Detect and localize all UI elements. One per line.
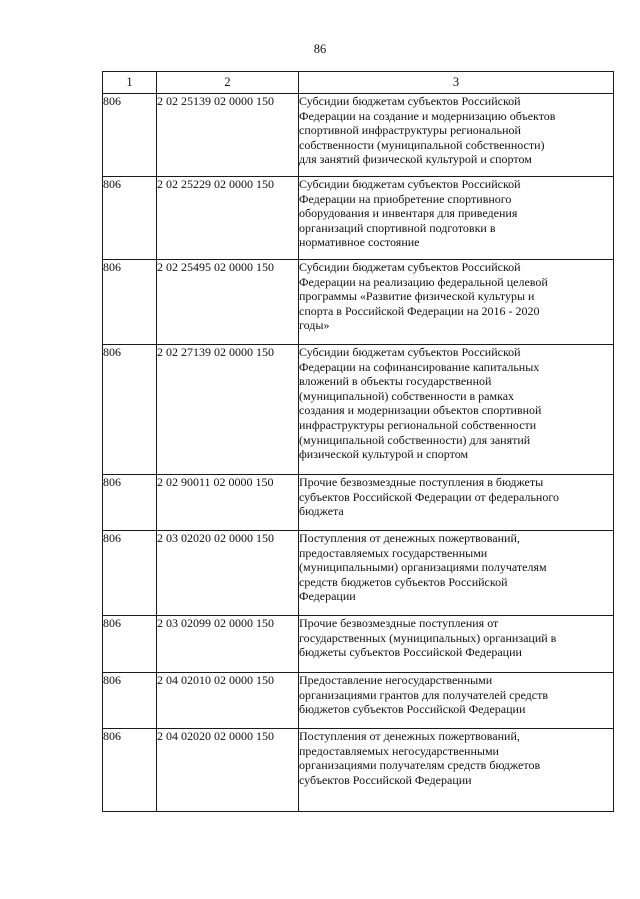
admin-code-cell: 806 bbox=[103, 94, 157, 177]
description-cell: Субсидии бюджетам субъектов Российской Федерации на реализацию федеральной целевой программы «Развитие физической культуры и спорта в Российской Федерации на 2016 - 2020 годы» bbox=[299, 260, 614, 345]
table-row bbox=[103, 260, 614, 345]
description-cell: Поступления от денежных пожертвований, предоставляемых государственными (муниципальными) организациями получателям средств бюджетов субъектов Российской Федерации bbox=[299, 531, 614, 616]
kbk-code-cell: 2 03 02020 02 0000 150 bbox=[157, 531, 299, 616]
description-cell: Субсидии бюджетам субъектов Российской Федерации на создание и модернизацию объектов спортивной инфраструктуры региональной собственности (муниципальной собственности) для занятий физической культурой и спортом bbox=[299, 94, 614, 177]
table-row bbox=[103, 177, 614, 260]
table-row bbox=[103, 94, 614, 177]
admin-code-cell: 806 bbox=[103, 673, 157, 729]
table-row bbox=[103, 345, 614, 475]
kbk-code-cell: 2 02 25139 02 0000 150 bbox=[157, 94, 299, 177]
column-header-1: 1 bbox=[103, 72, 157, 94]
table-row bbox=[103, 729, 614, 812]
table-row bbox=[103, 616, 614, 673]
table-row bbox=[103, 531, 614, 616]
kbk-code-cell: 2 02 25229 02 0000 150 bbox=[157, 177, 299, 260]
description-cell: Субсидии бюджетам субъектов Российской Федерации на приобретение спортивного оборудования и инвентаря для приведения организаций спортивной подготовки в нормативное состояние bbox=[299, 177, 614, 260]
description-cell: Субсидии бюджетам субъектов Российской Федерации на софинансирование капитальных вложений в объекты государственной (муниципальной) собственности в рамках создания и модернизации объектов спортивной инфраструктуры региональной собственности (муниципальной собственности) для занятий физической культурой и спортом bbox=[299, 345, 614, 475]
page-number: 86 bbox=[313, 42, 327, 56]
admin-code-cell: 806 bbox=[103, 531, 157, 616]
kbk-code-cell: 2 03 02099 02 0000 150 bbox=[157, 616, 299, 673]
kbk-code-cell: 2 04 02020 02 0000 150 bbox=[157, 729, 299, 812]
description-cell: Поступления от денежных пожертвований, предоставляемых негосударственными организациями получателям средств бюджетов субъектов Российской Федерации bbox=[299, 729, 614, 812]
kbk-code-cell: 2 02 90011 02 0000 150 bbox=[157, 475, 299, 531]
description-cell: Предоставление негосударственными организациями грантов для получателей средств бюджетов субъектов Российской Федерации bbox=[299, 673, 614, 729]
admin-code-cell: 806 bbox=[103, 260, 157, 345]
admin-code-cell: 806 bbox=[103, 345, 157, 475]
admin-code-cell: 806 bbox=[103, 177, 157, 260]
budget-code-table bbox=[102, 71, 614, 812]
admin-code-cell: 806 bbox=[103, 475, 157, 531]
admin-code-cell: 806 bbox=[103, 729, 157, 812]
column-header-2: 2 bbox=[157, 72, 299, 94]
kbk-code-cell: 2 02 27139 02 0000 150 bbox=[157, 345, 299, 475]
table-header-row bbox=[103, 72, 614, 94]
description-cell: Прочие безвозмездные поступления от государственных (муниципальных) организаций в бюджеты субъектов Российской Федерации bbox=[299, 616, 614, 673]
table-row bbox=[103, 673, 614, 729]
description-cell: Прочие безвозмездные поступления в бюджеты субъектов Российской Федерации от федерального бюджета bbox=[299, 475, 614, 531]
admin-code-cell: 806 bbox=[103, 616, 157, 673]
kbk-code-cell: 2 02 25495 02 0000 150 bbox=[157, 260, 299, 345]
table-row bbox=[103, 475, 614, 531]
kbk-code-cell: 2 04 02010 02 0000 150 bbox=[157, 673, 299, 729]
column-header-3: 3 bbox=[299, 72, 614, 94]
